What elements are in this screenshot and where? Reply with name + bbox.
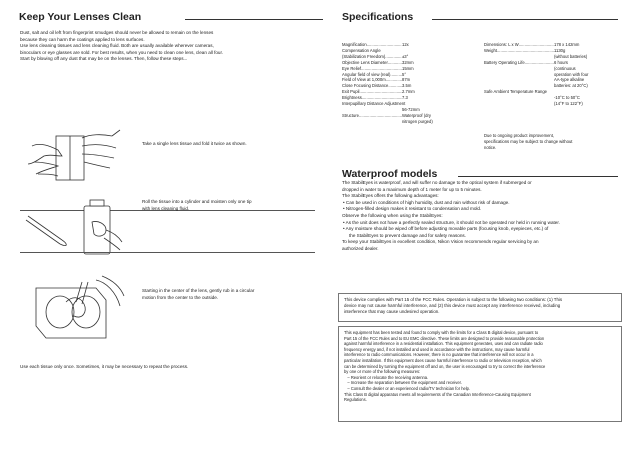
notice-line: Due to ongoing product improvement, [484,133,555,138]
spec-label: Field of View at 1,000m [342,77,386,83]
spec-value: 7.3 [402,95,408,101]
spec-value: 5° [402,71,407,77]
box-line: Part 15 of the FCC Rules and to EU EMC directive. These limits are designed to provide reasonable protection [344,335,545,341]
body-line: To keep your StabilEyes in excellent condition, Nikon Vision recommends regular servicing by an [342,239,539,245]
spec-value: (without batteries) [554,53,588,59]
title-rule-specs [432,19,618,20]
title-rule-lenses [185,19,323,20]
fcc-compliance-box [338,293,622,322]
divider [20,252,315,253]
box-line: can be determined by turning the equipment off and on, the user is encouraged to try to correct the interference [344,363,546,369]
spec-value: (14°F to 122°F) [554,101,583,107]
step-fold-text: Take a single lens tissue and fold it twice as shown. [142,141,247,146]
step-line: Starting in the center of the lens, gently rub in a circular [142,288,255,293]
box-line: frequency energy and, if not installed and used in accordance with the instructions, may cause harmful [344,346,530,352]
spec-label: (Stabilization Freedom) [342,53,386,59]
advantages-list [342,200,622,213]
box-line: Regulations. [344,397,367,403]
spec-list-right [484,42,616,107]
list-item: • As the unit does not have a perfectly sealed structure, it should not be operated nor held in running water. [349,220,622,227]
spec-label: Eye Relief [342,65,362,71]
rub-lens-illustration [26,272,126,352]
spec-label: Magnification [342,42,367,47]
step-rub-text [142,288,254,301]
spec-value: 32mm [402,59,414,65]
body-line: the StabilEyes to prevent damage and for safety reasons. [349,232,466,238]
body-line: dropped in water to a maximum depth of 1 meter for up to 5 minutes. [342,186,482,192]
cautions-list [342,220,622,233]
roll-tissue-illustration [22,200,132,260]
spec-value: nitrogen purged) [402,118,433,124]
spec-value: batteries: at 20°C) [554,83,588,89]
spec-label: Compensation Angle [342,47,381,53]
waterproof-body [342,180,622,253]
spec-value: Waterproof (dry [402,112,431,118]
box-line: This device complies with Part 15 of the FCC Rules. Operation is subject to the following two conditions: (1) This [344,297,563,302]
box-line: interference that may cause undesired operation. [344,309,440,315]
title-rule-waterproof [458,176,618,177]
fold-tissue-illustration [22,116,122,196]
spec-label: Weight [484,47,497,53]
lens-care-footer: Use each tissue only once. Sometimes, it may be necessary to repeat the process. [20,364,189,369]
box-line: – Reorient or relocate the receiving antenna. [344,374,429,380]
box-line: by one or more of the following measures: [344,369,421,375]
spec-label: Dimensions: L x W [484,42,519,47]
step-line: with lens cleaning fluid. [142,205,190,211]
spec-notice [484,133,572,151]
body-line: The StabilEyes is waterproof, and will suffer no damage to the optical system if submerged or [342,180,532,185]
spec-value: ±3° [402,53,409,59]
spec-label: Objective Lens Diameter [342,59,388,65]
spec-value: 1130g [554,47,566,53]
box-line: This Class B digital apparatus meets all requirements of the Canadian Interference-Causing Equipment [344,391,531,397]
step-line: motion from the center to the outside. [142,294,219,300]
spec-value: 3.5m [402,83,412,89]
spec-label: Structure [342,112,359,118]
box-line: device may not cause harmful interference, and (2) this device must accept any interference received, including [344,303,561,309]
box-line: particular installation. If this equipment does cause harmful interference to radio or television reception, which [344,357,542,363]
step-line: Roll the tissue into a cylinder and moisten only one tip [142,199,252,204]
intro-line: Use lens cleaning tissues and lens cleaning fluid. Both are usually available wherever cameras, [20,43,214,49]
box-line: interference to radio communications. However, there is no guarantee that interference will not occur in a [344,352,534,358]
intro-line: Start by blowing off any dust that may be on the lenses. Then, follow these steps... [20,56,188,62]
body-line: The StabilEyes offers the following advantages: [342,193,439,199]
intro-line: binoculars or eye glasses are sold. For best results, when you need to clean one lens, clean all four. [20,49,224,55]
intro-line: because they can harm the coatings applied to lens surfaces. [20,36,145,42]
spec-value: AA-type alkaline [554,77,585,83]
list-item: • Nitrogen-filled design makes it resistant to condensation and mold. [349,206,622,213]
spec-label: Exit Pupil [342,89,360,95]
spec-value: 87m [402,77,411,83]
spec-value: (continuous [554,65,576,71]
spec-label: Brightness [342,95,362,101]
box-line: against harmful interference in a residential installation. This equipment generates, uses and can radiate radio [344,341,543,347]
spec-value: 6 hours [554,59,568,65]
spec-row [484,101,616,107]
spec-row [342,119,454,125]
box-line: This equipment has been tested and found to comply with the limits for a Class B digital device, pursuant to [344,330,539,335]
notice-line: specifications may be subject to change without [484,138,573,144]
spec-label: Interpupillary Distance Adjustment [342,101,406,107]
list-item: • Any moisture should be wiped off before adjusting movable parts (focusing knob, eyepieces, etc.) of [349,226,622,233]
notice-line: notice. [484,144,497,150]
spec-value: 12x [402,42,409,47]
class-b-compliance-box [338,326,622,422]
spec-value: -10°C to 50°C [554,95,580,101]
lens-care-intro [20,30,320,63]
section-title-waterproof: Waterproof models [342,168,438,180]
spec-label: Safe Ambient Temperature Range [484,89,548,95]
body-line: Observe the following when using the StabilEyes: [342,212,443,218]
spec-label: Angular field of view (real) [342,71,391,77]
spec-label: Battery Operating Life [484,59,525,65]
spec-label: Close Focusing Distance [342,83,389,89]
body-line: authorized dealer. [342,245,379,251]
intro-line: Dust, salt and oil left from fingerprint smudges should never be allowed to remain on the lenses [20,30,214,35]
section-title-lenses: Keep Your Lenses Clean [19,11,142,23]
list-item: • Can be used in conditions of high humidity, dust and rain without risk of damage. [349,200,622,207]
box-line: – Consult the dealer or an experienced radio/TV technician for help. [344,385,471,391]
spec-value: 2.7mm [402,89,415,95]
step-roll-text [142,199,252,212]
spec-list-left [342,42,454,125]
spec-value: 178 x 142mm [554,42,580,47]
box-line: – Increase the separation between the equipment and receiver. [344,380,462,386]
spec-value: 15mm [402,65,414,71]
spec-value: operation with four [554,71,589,77]
spec-value: 56-72mm [402,106,420,112]
section-title-specs: Specifications [342,11,414,23]
